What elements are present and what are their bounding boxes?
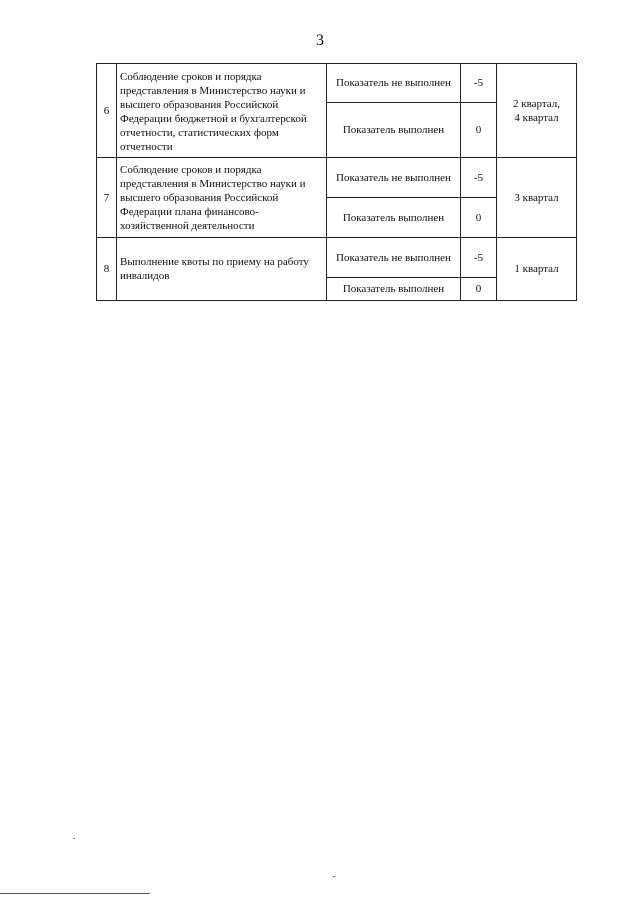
reporting-period-line: 3 квартал (514, 191, 559, 204)
row-number: 6 (97, 64, 117, 158)
indicator-met-score: 0 (461, 198, 497, 238)
table-row (97, 238, 577, 278)
criterion-description: Соблюдение сроков и порядка представления в Министерство науки и высшего образования Российской Федерации плана финансово-хозяйственной деятельности (117, 158, 327, 238)
indicator-not-met-score: -5 (461, 238, 497, 278)
bottom-rule (0, 893, 150, 894)
indicator-not-met-score: -5 (461, 158, 497, 198)
criterion-description: Выполнение квоты по приему на работу инвалидов (117, 238, 327, 301)
indicator-not-met-label: Показатель не выполнен (327, 64, 461, 103)
row-number: 7 (97, 158, 117, 238)
row-number: 8 (97, 238, 117, 301)
indicator-not-met-label: Показатель не выполнен (327, 158, 461, 198)
indicator-met-label: Показатель выполнен (327, 198, 461, 238)
reporting-period (497, 64, 577, 158)
scan-speck (73, 838, 75, 839)
indicator-not-met-label: Показатель не выполнен (327, 238, 461, 278)
page-number: 3 (316, 32, 324, 49)
table-row (97, 64, 577, 103)
indicator-met-score: 0 (461, 103, 497, 158)
reporting-period-line: 4 квартал (514, 111, 559, 124)
indicator-met-label: Показатель выполнен (327, 103, 461, 158)
criteria-table (96, 63, 577, 301)
reporting-period-line: 2 квартал, (512, 97, 561, 110)
table-row (97, 158, 577, 198)
indicator-not-met-score: -5 (461, 64, 497, 103)
reporting-period (497, 158, 577, 238)
reporting-period (497, 238, 577, 301)
indicator-met-score: 0 (461, 278, 497, 301)
criterion-description: Соблюдение сроков и порядка представления в Министерство науки и высшего образования Российской Федерации бюджетной и бухгалтерской отчетности, статистических форм отчетности (117, 64, 327, 158)
scan-speck (333, 876, 335, 877)
indicator-met-label: Показатель выполнен (327, 278, 461, 301)
reporting-period-line: 1 квартал (514, 263, 559, 275)
